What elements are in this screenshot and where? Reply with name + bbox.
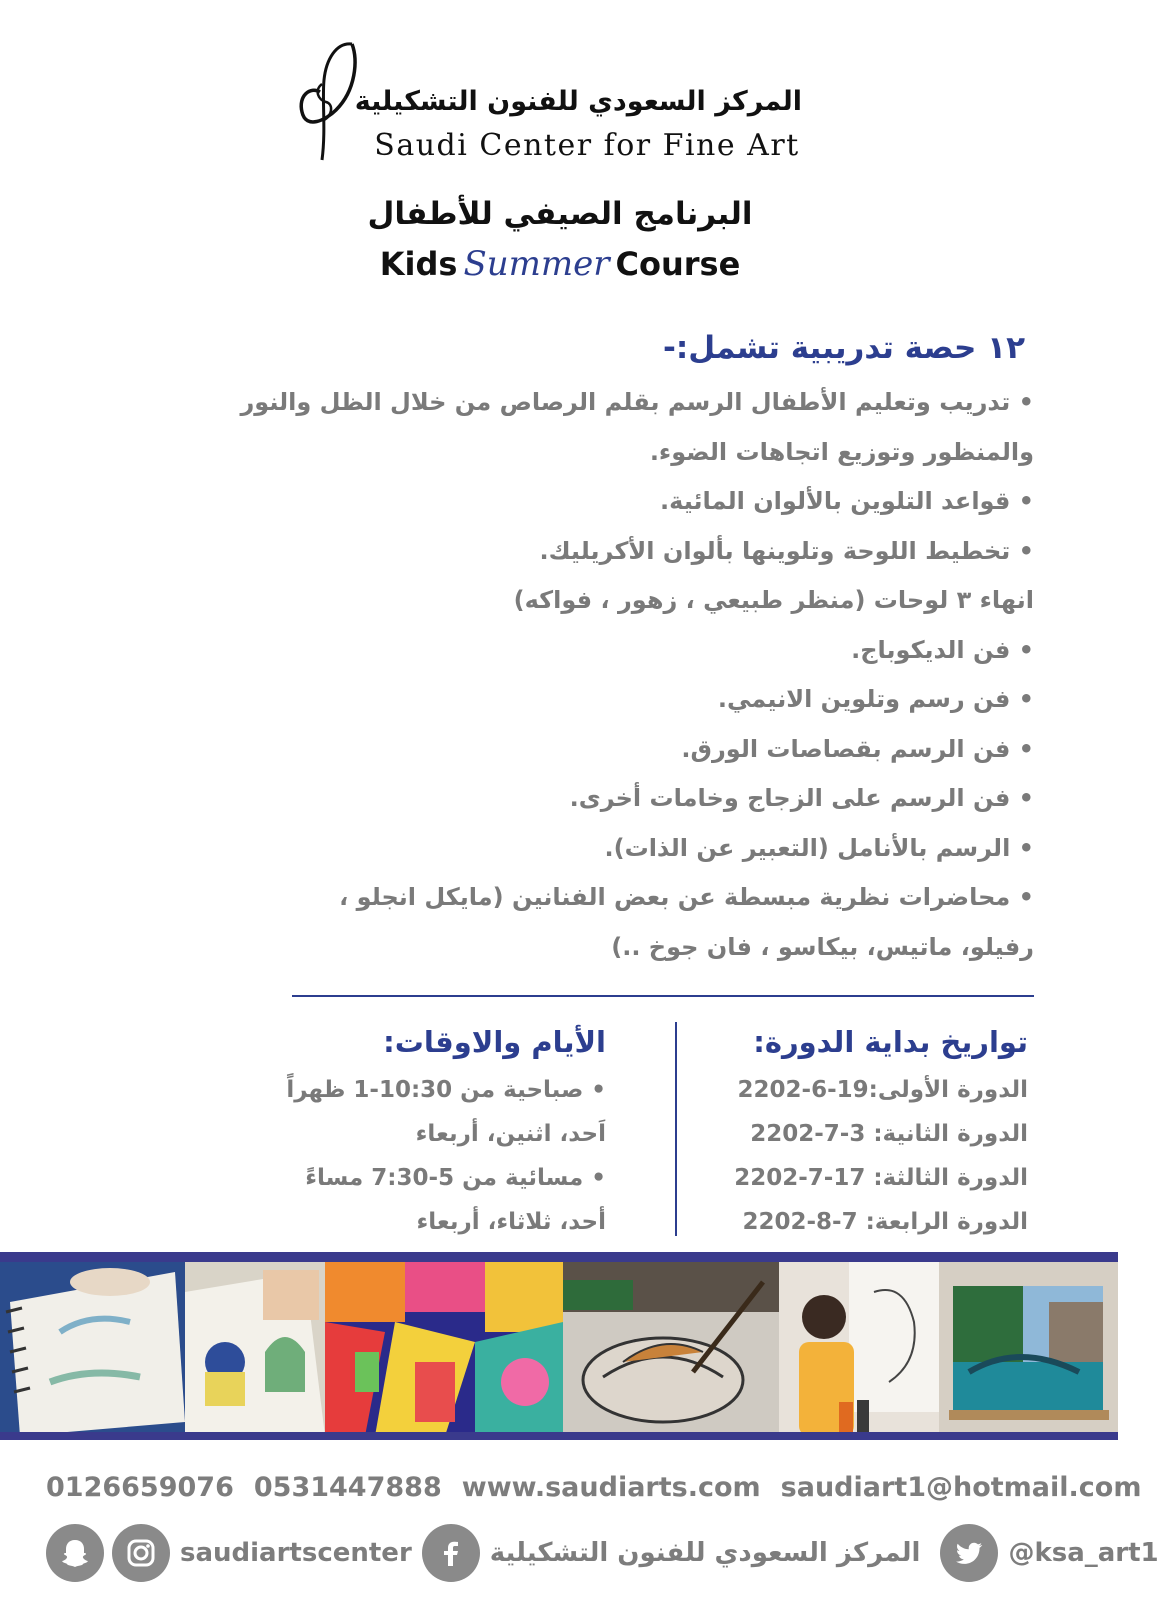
list-item: • قواعد التلوين بالألوان المائية. [660,487,1034,515]
twitter-icon[interactable] [940,1524,998,1582]
list-item: • محاضرات نظرية مبسطة عن بعض الفنانين (مايكل انجلو ، [339,883,1034,911]
list-item: اَحد، اثنين، أربعاء [415,1121,606,1147]
dates-heading: تواريخ بداية الدورة: [753,1025,1028,1059]
list-item: • فن الديكوباج. [851,635,1034,664]
sessions-heading: ١٢ حصة تدريبية تشمل:- [663,330,1025,366]
list-item: الدورة الثالثة: 17-7-2202 [734,1165,1028,1191]
photo-glass-painting [563,1262,779,1436]
logo-arabic-name: المركز السعودي للفنون التشكيلية [354,86,802,117]
photo-strip-bottom-bar [0,1432,1118,1440]
list-item: الدورة الأولى:19-6-2202 [737,1077,1028,1103]
list-item: رفيلو، ماتيس، بيكاسو ، فان جوخ ..) [611,932,1034,961]
phone-number-landline[interactable]: 0126659076 [46,1471,234,1503]
program-title-summer: Summer [463,244,610,284]
list-item: • تدريب وتعليم الأطفال الرسم بقلم الرصاص من خلال الظل والنور [240,388,1034,416]
facebook-page-name[interactable]: المركز السعودي للفنون التشكيلية [489,1538,921,1568]
list-item: • فن الرسم بقصاصات الورق. [681,734,1034,763]
facebook-icon[interactable] [422,1524,480,1582]
list-item: • تخطيط اللوحة وتلوينها بألوان الأكريليك. [539,536,1034,565]
twitter-handle[interactable]: @ksa_art1 [1008,1538,1159,1568]
list-item: • صباحية من 10:30-1 ظهراً [286,1077,606,1103]
list-item: • فن الرسم على الزجاج وخامات أخرى. [569,784,1034,812]
photo-watercolor-sketchbook [0,1262,185,1436]
contacts-row [46,1468,1142,1506]
sessions-list [240,378,1034,972]
social-row [46,1522,1159,1584]
photo-child-drawing [779,1262,939,1436]
list-item: أحد، ثلاثاء، أربعاء [416,1209,606,1235]
instagram-handle[interactable]: saudiartscenter [180,1538,412,1568]
dates-section [700,1016,1028,1244]
list-item: الدورة الرابعة: 7-8-2202 [742,1209,1028,1235]
photo-paper-cutout-collage [325,1262,563,1436]
phone-number-mobile[interactable]: 0531447888 [253,1471,442,1503]
list-item: انهاء ٣ لوحات (منظر طبيعي ، زهور ، فواكه) [513,586,1034,614]
photo-acrylic-landscape [939,1262,1118,1436]
logo-mark-icon [296,40,362,166]
section-divider [292,995,1034,997]
column-divider [675,1022,677,1236]
program-title-english [330,244,790,284]
photo-strip-top-bar [0,1252,1118,1262]
list-item: الدورة الثانية: 3-7-2202 [750,1121,1028,1147]
program-title-arabic: البرنامج الصيفي للأطفال [367,196,753,232]
program-title-course: Course [615,245,741,283]
photo-watercolor-paintings [185,1262,325,1436]
photo-strip [0,1262,1118,1436]
website-link[interactable]: www.saudiarts.com [461,1471,761,1503]
times-heading: الأيام والاوقات: [383,1025,606,1059]
list-item: • الرسم بالأنامل (التعبير عن الذات). [604,833,1034,862]
list-item: والمنظور وتوزيع اتجاهات الضوء. [649,437,1034,466]
logo-english-name: Saudi Center for Fine Art [374,128,800,163]
instagram-icon[interactable] [112,1524,170,1582]
email-link[interactable]: saudiart1@hotmail.com [780,1471,1142,1503]
times-section [280,1016,606,1244]
list-item: • مسائية من 5-7:30 مساءً [305,1165,606,1191]
snapchat-icon[interactable] [46,1524,104,1582]
program-title-kids: Kids [379,245,458,283]
list-item: • فن رسم وتلوين الانيمي. [717,685,1034,713]
